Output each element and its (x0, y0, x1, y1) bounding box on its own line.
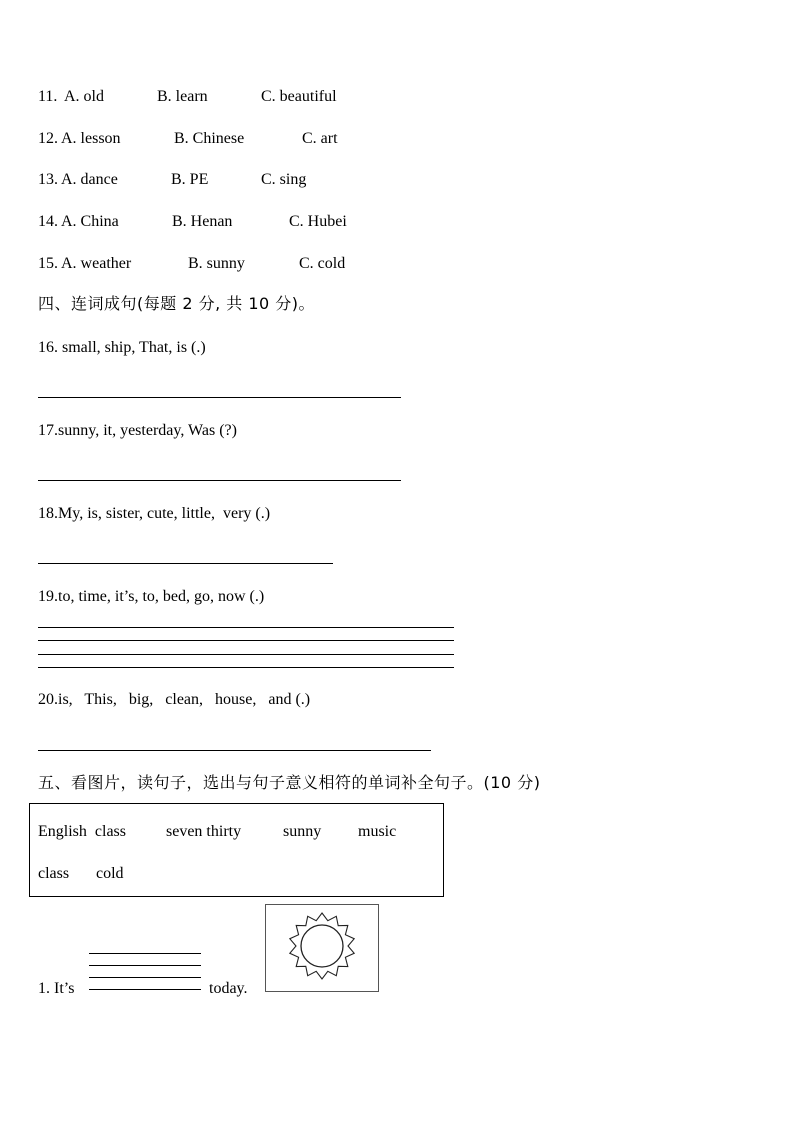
choice-row (38, 212, 438, 232)
answer-line[interactable] (38, 667, 454, 668)
option-a: A. dance (61, 171, 118, 188)
word-bank-item: music (358, 823, 397, 840)
answer-line[interactable] (89, 965, 201, 966)
question-number: 14. (38, 213, 58, 230)
question-number: 12. (38, 130, 58, 147)
option-b: B. sunny (188, 255, 245, 272)
sentence-prompt: 19.to, time, it’s, to, bed, go, now (.) (38, 588, 265, 605)
option-c: C. sing (261, 171, 307, 188)
option-b: B. learn (157, 88, 208, 105)
option-c: C. Hubei (289, 213, 347, 230)
sentence-prompt: 18.My, is, sister, cute, little, very (.) (38, 505, 271, 522)
answer-line[interactable] (89, 977, 201, 978)
option-b: B. PE (171, 171, 209, 188)
option-a: A. China (61, 213, 119, 230)
option-c: C. beautiful (261, 88, 337, 105)
choice-row (38, 254, 438, 274)
question-number: 13. (38, 171, 58, 188)
sentence-prompt: 20.is, This, big, clean, house, and (.) (38, 691, 311, 708)
option-b: B. Chinese (174, 130, 245, 147)
picture-frame (265, 904, 379, 992)
answer-line[interactable] (38, 563, 333, 564)
option-c: C. cold (299, 255, 346, 272)
option-c: C. art (302, 130, 338, 147)
option-b: B. Henan (172, 213, 233, 230)
section-heading: 五、看图片，读句子，选出与句子意义相符的单词补全句子。(10 分) (38, 773, 541, 792)
choice-row (38, 170, 438, 190)
option-a: A. old (64, 88, 104, 105)
answer-line[interactable] (38, 480, 401, 481)
section-heading: 四、连词成句(每题 2 分, 共 10 分)。 (38, 294, 316, 313)
option-a: A. lesson (61, 130, 121, 147)
word-bank-item: cold (96, 865, 124, 882)
question-prefix: 1. It’s (38, 980, 75, 997)
answer-line[interactable] (38, 640, 454, 641)
choice-row (38, 129, 438, 149)
answer-line[interactable] (38, 397, 401, 398)
answer-line[interactable] (89, 953, 201, 954)
sentence-prompt: 16. small, ship, That, is (.) (38, 339, 206, 356)
word-bank-item: sunny (283, 823, 322, 840)
word-bank-item: English class (38, 823, 126, 840)
word-bank-box (29, 803, 444, 897)
question-suffix: today. (209, 980, 248, 997)
choice-row (38, 87, 438, 107)
word-bank-item: seven thirty (166, 823, 242, 840)
question-number: 11. (38, 88, 62, 105)
word-bank-item: class (38, 865, 70, 882)
answer-line[interactable] (38, 654, 454, 655)
sentence-prompt: 17.sunny, it, yesterday, Was (?) (38, 422, 237, 439)
sun-icon (266, 905, 378, 991)
answer-line[interactable] (38, 750, 431, 751)
question-number: 15. (38, 255, 58, 272)
answer-line[interactable] (38, 627, 454, 628)
answer-line[interactable] (89, 989, 201, 990)
option-a: A. weather (61, 255, 132, 272)
